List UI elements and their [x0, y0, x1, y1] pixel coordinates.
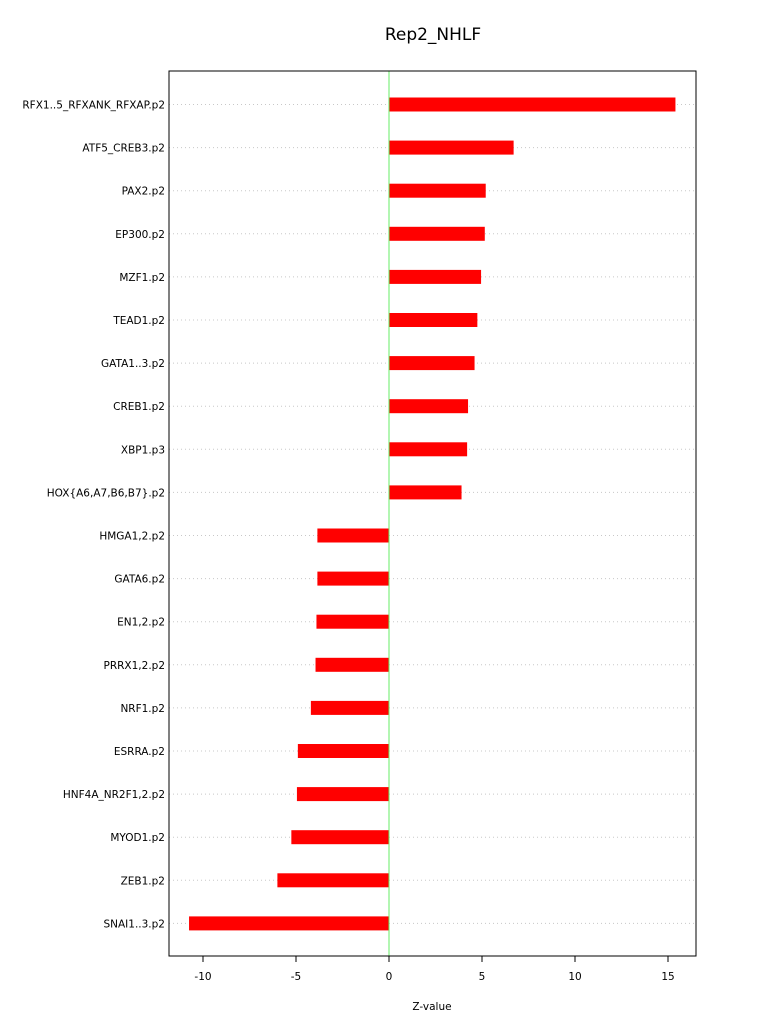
- category-label: PAX2.p2: [121, 185, 165, 198]
- category-label: CREB1.p2: [113, 401, 165, 414]
- category-label: HMGA1,2.p2: [99, 530, 165, 543]
- category-label: HOX{A6,A7,B6,B7}.p2: [46, 487, 165, 500]
- x-tick-label: 5: [478, 971, 486, 983]
- x-axis-label: Z-value: [412, 1001, 452, 1013]
- category-label: GATA6.p2: [114, 573, 165, 586]
- x-tick-label: -10: [194, 971, 212, 983]
- x-tick-label: 10: [568, 971, 582, 983]
- bars: [189, 98, 675, 931]
- category-labels: [22, 100, 165, 931]
- category-label: NRF1.p2: [120, 702, 165, 715]
- bar: [389, 141, 514, 155]
- bar: [316, 658, 389, 672]
- category-label: RFX1..5_RFXANK_RFXAP.p2: [22, 99, 165, 112]
- category-label: MYOD1.p2: [110, 832, 165, 845]
- x-tick-label: 15: [661, 971, 675, 983]
- category-label: TEAD1.p2: [113, 315, 165, 327]
- bar: [389, 184, 486, 198]
- category-label: PRRX1,2.p2: [103, 659, 165, 672]
- category-label: EP300.p2: [115, 228, 165, 241]
- category-label: MZF1.p2: [119, 271, 165, 284]
- category-label: EN1,2.p2: [117, 616, 165, 629]
- bar: [277, 873, 389, 887]
- bar: [389, 485, 462, 499]
- bar: [389, 399, 468, 413]
- plot-frame: [169, 71, 696, 956]
- category-label: ESRRA.p2: [113, 746, 165, 758]
- bar: [389, 442, 467, 456]
- category-label: ATF5_CREB3.p2: [82, 142, 165, 155]
- x-axis: [194, 956, 674, 983]
- bar: [389, 313, 477, 327]
- bar: [189, 916, 389, 930]
- x-tick-label: -5: [290, 971, 302, 983]
- bar: [389, 356, 475, 370]
- category-label: GATA1..3.p2: [100, 358, 165, 371]
- bar: [316, 615, 389, 629]
- category-label: HNF4A_NR2F1,2.p2: [62, 789, 165, 802]
- bar: [317, 572, 389, 586]
- bar: [291, 830, 389, 844]
- bar: [389, 270, 481, 284]
- bar: [389, 98, 675, 112]
- x-tick-label: 0: [385, 971, 393, 983]
- bar: [298, 744, 389, 758]
- category-label: ZEB1.p2: [120, 875, 165, 888]
- category-label: SNAI1..3.p2: [103, 918, 165, 931]
- chart-title: Rep2_NHLF: [384, 25, 482, 45]
- bar: [311, 701, 389, 715]
- bar: [389, 227, 485, 241]
- category-label: XBP1.p3: [120, 444, 165, 457]
- bar: [297, 787, 389, 801]
- bar: [317, 529, 389, 543]
